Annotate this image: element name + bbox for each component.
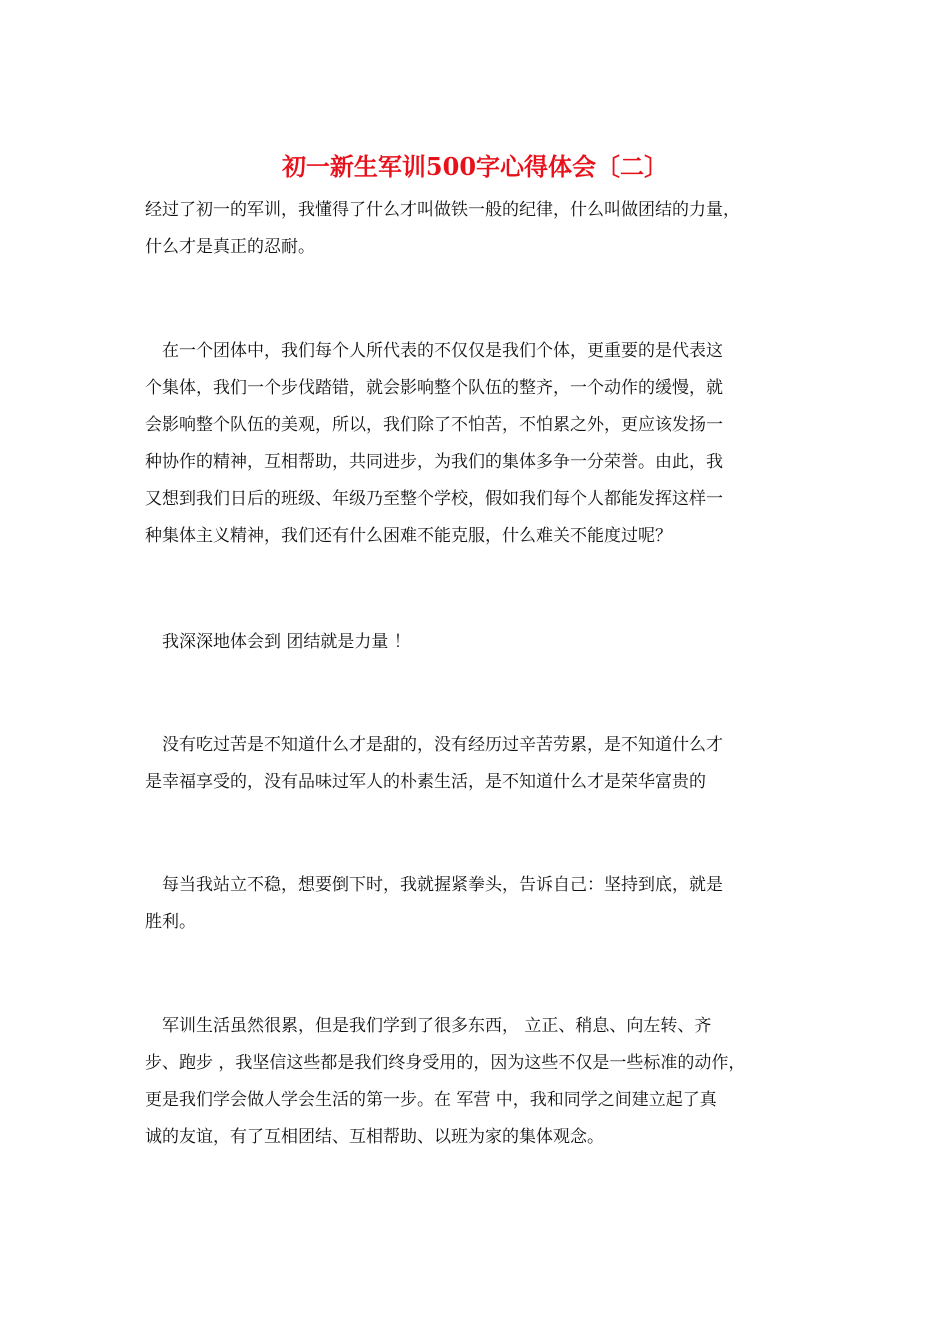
paragraph-line: 会影响整个队伍的美观，所以，我们除了不怕苦，不怕累之外，更应该发扬一: [145, 415, 723, 435]
paragraph-line: 在一个团体中，我们每个人所代表的不仅仅是我们个体，更重要的是代表这: [145, 341, 723, 361]
paragraph-line: 军训生活虽然很累，但是我们学到了很多东西， 立正、稍息、向左转、齐: [145, 1016, 712, 1036]
paragraph-line: 我深深地体会到 团结就是力量 ！: [145, 632, 411, 652]
paragraph-4: [145, 727, 815, 801]
document-title: 初一新生军训500字心得体会〔二〕: [281, 152, 669, 181]
paragraph-line: 什么才是真正的忍耐。: [145, 237, 315, 257]
paragraph-line: 又想到我们日后的班级、年级乃至整个学校，假如我们每个人都能发挥这样一: [145, 489, 723, 509]
paragraph-line: 种协作的精神，互相帮助，共同进步，为我们的集体多争一分荣誉。由此，我: [145, 452, 723, 472]
paragraph-line: 经过了初一的军训，我懂得了什么才叫做铁一般的纪律，什么叫做团结的力量，: [145, 200, 740, 220]
paragraph-1: [145, 192, 815, 266]
paragraph-line: 更是我们学会做人学会生活的第一步。在 军营 中，我和同学之间建立起了真: [145, 1090, 717, 1110]
paragraph-line: 步、跑步 ，我坚信这些都是我们终身受用的，因为这些不仅是一些标准的动作，: [145, 1053, 746, 1073]
paragraph-line: 没有吃过苦是不知道什么才是甜的，没有经历过辛苦劳累，是不知道什么才: [145, 735, 723, 755]
paragraph-6: [145, 1008, 815, 1156]
paragraph-2: [145, 333, 815, 555]
paragraph-line: 胜利。: [145, 912, 196, 932]
paragraph-line: 种集体主义精神，我们还有什么困难不能克服，什么难关不能度过呢？: [145, 526, 672, 546]
paragraph-5: [145, 867, 815, 941]
paragraph-3: [145, 624, 815, 661]
paragraph-line: 诚的友谊，有了互相团结、互相帮助、以班为家的集体观念。: [145, 1127, 604, 1147]
paragraph-line: 个集体，我们一个步伐踏错，就会影响整个队伍的整齐，一个动作的缓慢，就: [145, 378, 723, 398]
paragraph-line: 每当我站立不稳，想要倒下时，我就握紧拳头，告诉自己：坚持到底，就是: [145, 875, 723, 895]
paragraph-line: 是幸福享受的，没有品味过军人的朴素生活，是不知道什么才是荣华富贵的: [145, 772, 706, 792]
